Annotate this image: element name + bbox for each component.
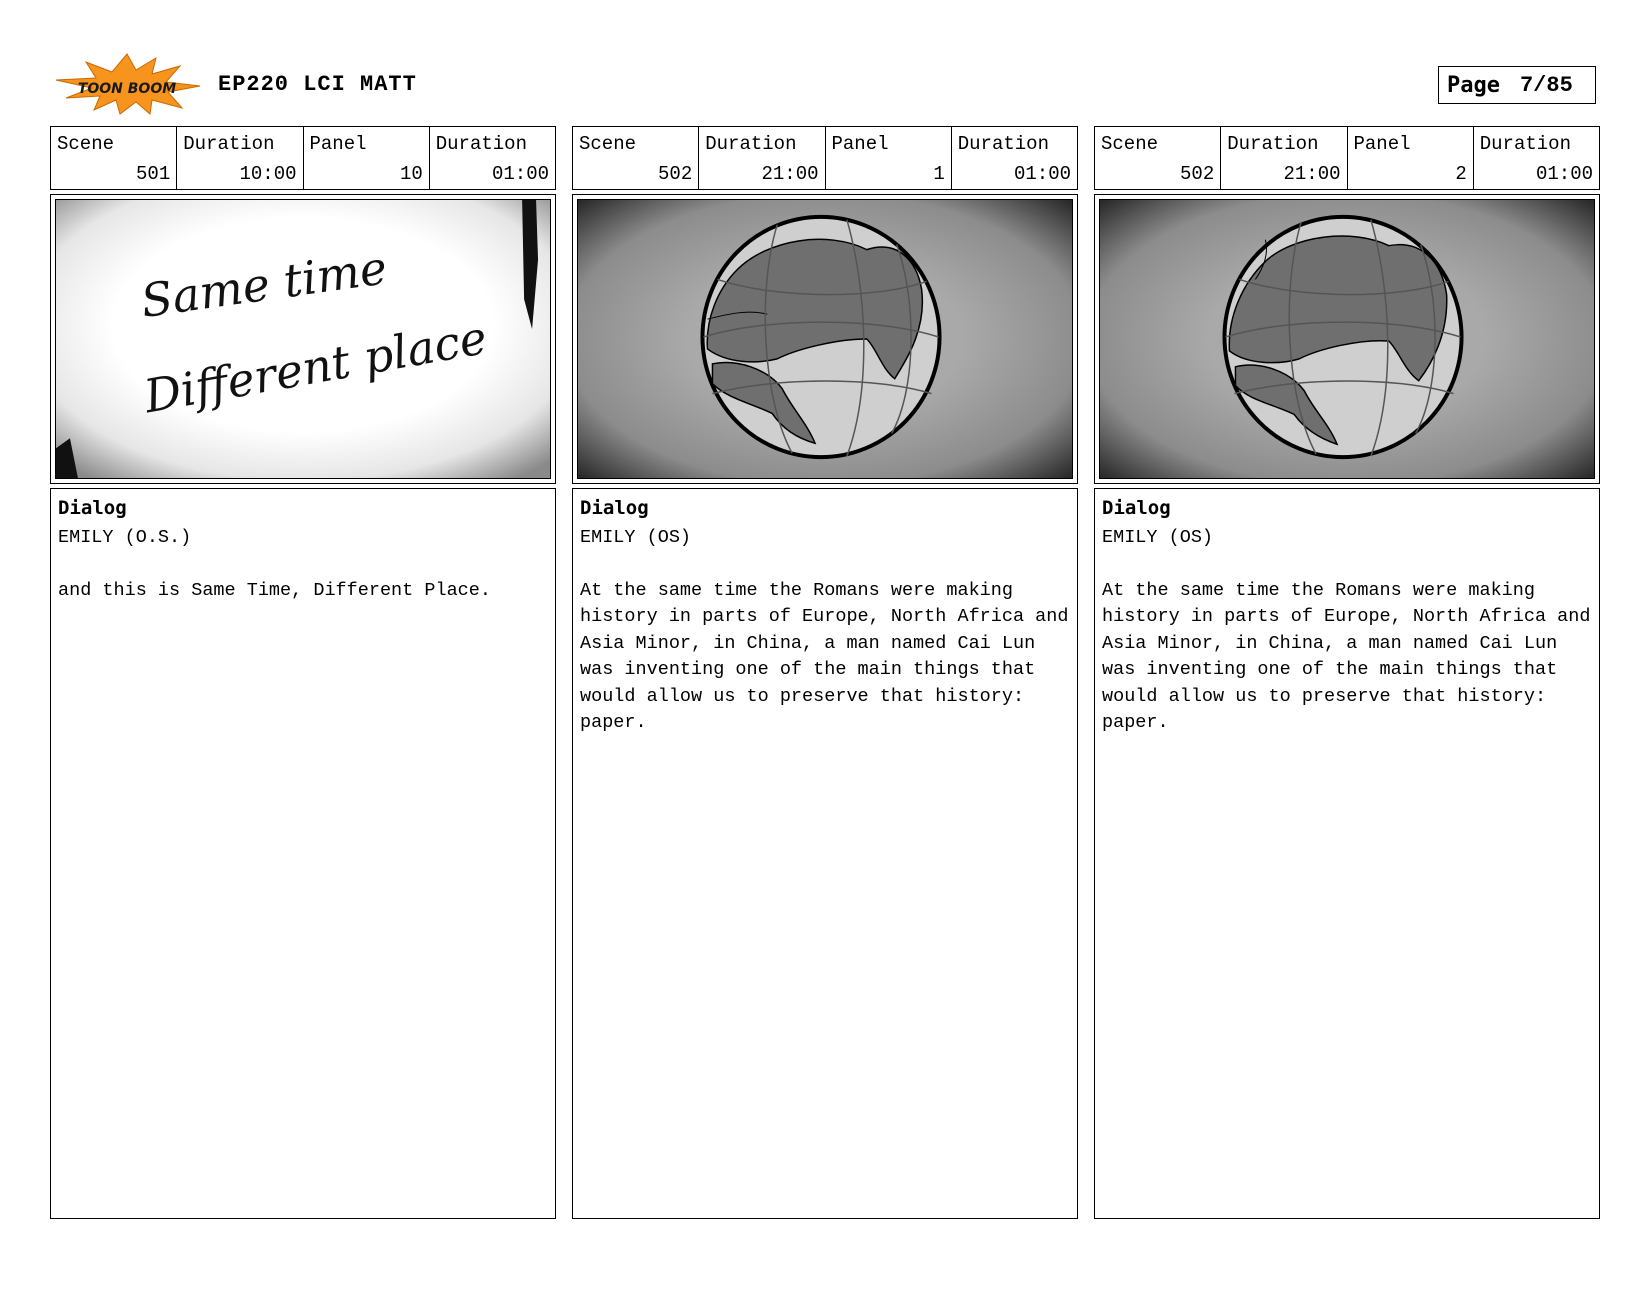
panel-label: Panel [309, 133, 367, 155]
title-card-line-1: Same time [137, 241, 391, 329]
scene-label: Scene [579, 133, 637, 155]
globe-image [577, 199, 1073, 479]
panel-duration-value: 01:00 [1535, 163, 1593, 185]
dialog-speaker: EMILY (O.S.) [58, 527, 192, 548]
dialog-speaker: EMILY (OS) [1102, 527, 1214, 548]
panel-meta [50, 126, 556, 190]
dialog-text: At the same time the Romans were making history in parts of Europe, North Africa and Asia Minor, in China, a man named Cai Lun was inventing one of the main things that would allow us to preserve that history: paper. [1102, 579, 1602, 733]
panel-label: Panel [831, 133, 889, 155]
dialog-box [1094, 488, 1600, 1219]
panel-value: 10 [399, 163, 423, 185]
scene-cell [51, 127, 177, 189]
panel-cell [1348, 127, 1474, 189]
scene-duration-value: 21:00 [761, 163, 819, 185]
dialog-heading: Dialog [1102, 497, 1171, 519]
page-label: Page [1447, 72, 1500, 98]
storyboard-panel-1 [50, 126, 556, 1219]
dialog-heading: Dialog [580, 497, 649, 519]
scene-cell [573, 127, 699, 189]
scene-duration-cell [1221, 127, 1347, 189]
scene-duration-cell [699, 127, 825, 189]
panel-label: Panel [1353, 133, 1411, 155]
panel-duration-cell [952, 127, 1077, 189]
title-card-image [55, 199, 551, 479]
duration-label: Duration [435, 133, 527, 155]
dialog-speaker: EMILY (OS) [580, 527, 692, 548]
dialog-heading: Dialog [58, 497, 127, 519]
panel-image-frame [50, 194, 556, 484]
globe-image [1099, 199, 1595, 479]
duration-label: Duration [957, 133, 1049, 155]
scene-label: Scene [57, 133, 115, 155]
panel-duration-cell [1474, 127, 1599, 189]
duration-label: Duration [1479, 133, 1571, 155]
scene-cell [1095, 127, 1221, 189]
logo-text: TOON BOOM [77, 81, 177, 97]
scene-duration-value: 21:00 [1283, 163, 1341, 185]
globe-icon [702, 217, 939, 457]
panel-duration-value: 01:00 [1013, 163, 1071, 185]
scene-value: 502 [1180, 163, 1215, 185]
dialog-box [50, 488, 556, 1219]
page-indicator [1438, 66, 1596, 104]
page-value: 7/85 [1519, 72, 1573, 98]
scene-duration-value: 10:00 [239, 163, 297, 185]
duration-label: Duration [1227, 133, 1319, 155]
project-title: EP220 LCI MATT [218, 72, 417, 97]
panel-image-frame [1094, 194, 1600, 484]
globe-icon [1224, 217, 1461, 457]
panel-duration-value: 01:00 [491, 163, 549, 185]
duration-label: Duration [183, 133, 275, 155]
toonboom-logo [52, 52, 202, 116]
scene-value: 501 [136, 163, 171, 185]
panel-cell [826, 127, 952, 189]
duration-label: Duration [705, 133, 797, 155]
storyboard-panel-2 [572, 126, 1078, 1219]
panel-meta [1094, 126, 1600, 190]
panel-value: 2 [1455, 163, 1467, 185]
storyboard-panel-3 [1094, 126, 1600, 1219]
scene-value: 502 [658, 163, 693, 185]
dialog-text: and this is Same Time, Different Place. [58, 579, 491, 601]
scene-duration-cell [177, 127, 303, 189]
dialog-box [572, 488, 1078, 1219]
panel-cell [304, 127, 430, 189]
scene-label: Scene [1101, 133, 1159, 155]
title-card-line-2: Different place [140, 311, 491, 424]
panel-duration-cell [430, 127, 555, 189]
dialog-text: At the same time the Romans were making history in parts of Europe, North Africa and Asia Minor, in China, a man named Cai Lun was inventing one of the main things that would allow us to preserve that history: paper. [580, 579, 1080, 733]
panel-image-frame [572, 194, 1078, 484]
panel-value: 1 [933, 163, 945, 185]
panel-meta [572, 126, 1078, 190]
